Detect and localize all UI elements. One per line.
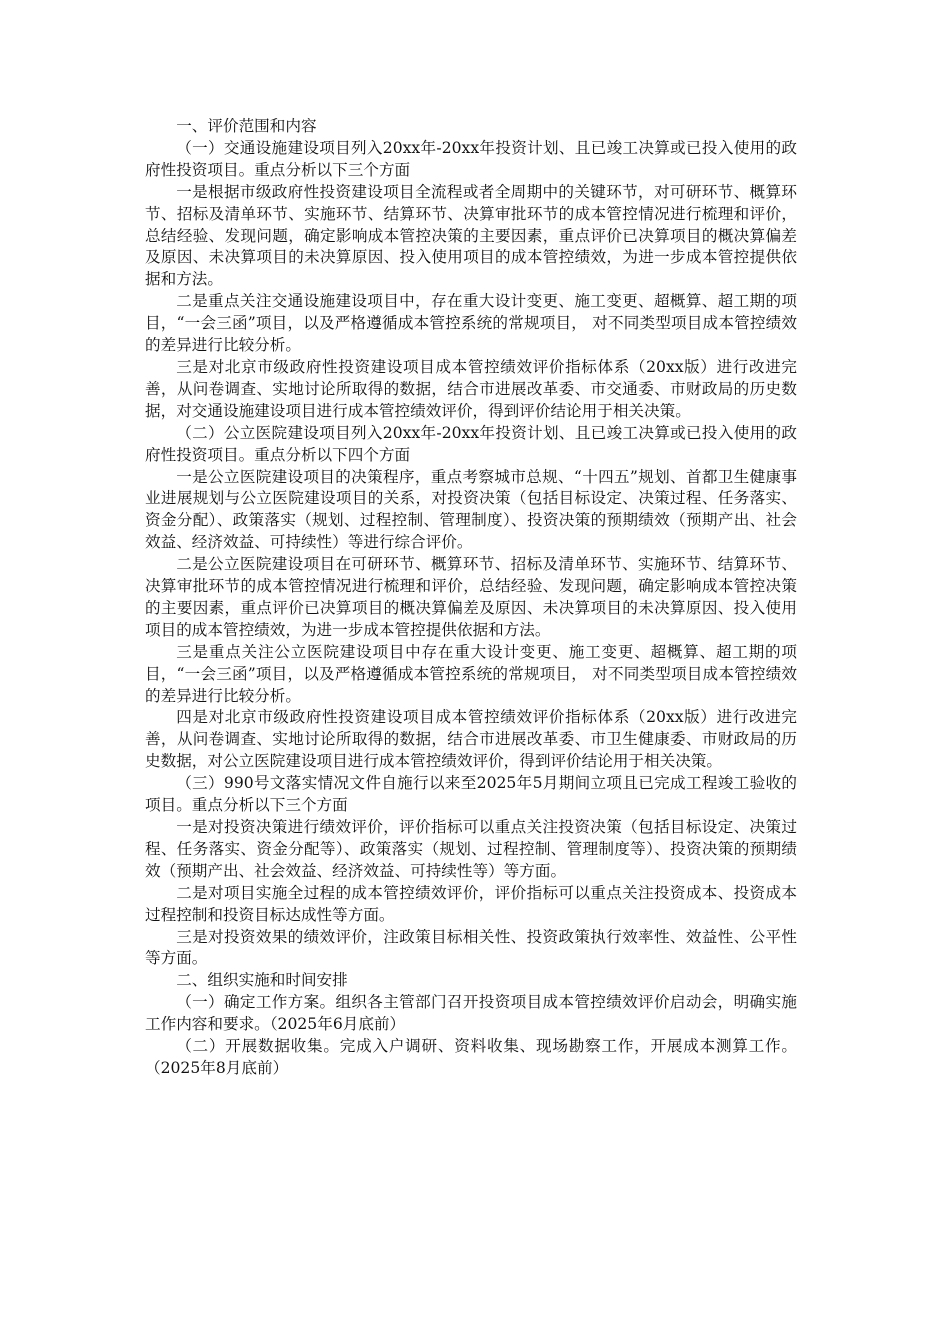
paragraph: （一）确定工作方案。组织各主管部门召开投资项目成本管控绩效评价启动会，明确实施工作内容和要求。（2025年6月底前） [145, 993, 797, 1034]
paragraph: 一是对投资决策进行绩效评价，评价指标可以重点关注投资决策（包括目标设定、决策过程、任务落实、资金分配等）、政策落实（规划、过程控制、管理制度等）、投资决策的预期绩效（预期产出、社会效益、经济效益、可持续性等）等方面。 [145, 818, 797, 880]
section-heading: 一、评价范围和内容 [176, 117, 317, 135]
paragraph: 三是重点关注公立医院建设项目中存在重大设计变更、施工变更、超概算、超工期的项目，“一会三函”项目，以及严格遵循成本管控系统的常规项目， 对不同类型项目成本管控绩效的差异进行比较分析。 [145, 642, 797, 705]
paragraph: 二是公立医院建设项目在可研环节、概算环节、招标及清单环节、实施环节、结算环节、决算审批环节的成本管控情况进行梳理和评价，总结经验、发现问题，确定影响成本管控决策的主要因素，重点评价已决算项目的概决算偏差及原因、未决算项目的未决算原因、投入使用项目的成本管控绩效，为进一步成本管控提供依据和方法。 [145, 555, 797, 639]
paragraph: 一是根据市级政府性投资建设项目全流程或者全周期中的关键环节，对可研环节、概算环节、招标及清单环节、实施环节、结算环节、决算审批环节的成本管控情况进行梳理和评价，总结经验、发现问题，确定影响成本管控决策的主要因素，重点评价已决算项目的概决算偏差及原因、未决算项目的未决算原因、投入使用项目的成本管控绩效，为进一步成本管控提供依据和方法。 [145, 182, 797, 289]
paragraph: 一是公立医院建设项目的决策程序，重点考察城市总规、“十四五”规划、首都卫生健康事业进展规划与公立医院建设项目的关系，对投资决策（包括目标设定、决策过程、任务落实、资金分配）、政策落实（规划、过程控制、管理制度）、投资决策的预期绩效（预期产出、社会效益、经济效益、可持续性）等进行综合评价。 [145, 467, 797, 552]
paragraph: 三是对北京市级政府性投资建设项目成本管控绩效评价指标体系（20xx版）进行改进完善，从问卷调查、实地讨论所取得的数据，结合市进展改革委、市交通委、市财政局的历史数据，对交通设施建设项目进行成本管控绩效评价，得到评价结论用于相关决策。 [145, 357, 797, 420]
paragraph: 二是对项目实施全过程的成本管控绩效评价，评价指标可以重点关注投资成本、投资成本过程控制和投资目标达成性等方面。 [145, 883, 797, 924]
paragraph: 三是对投资效果的绩效评价，注政策目标相关性、投资政策执行效率性、效益性、公平性等方面。 [145, 927, 797, 968]
paragraph: 二是重点关注交通设施建设项目中，存在重大设计变更、施工变更、超概算、超工期的项目，“一会三函”项目，以及严格遵循成本管控系统的常规项目， 对不同类型项目成本管控绩效的差异进行比较分析。 [145, 292, 797, 355]
subsection-heading: （三）990号文落实情况文件自施行以来至2025年5月期间立项且已完成工程竣工验收的项目。重点分析以下三个方面 [145, 774, 797, 815]
paragraph: 四是对北京市级政府性投资建设项目成本管控绩效评价指标体系（20xx版）进行改进完善，从问卷调查、实地讨论所取得的数据，结合市进展改革委、市卫生健康委、市财政局的历史数据，对公立医院建设项目进行成本管控绩效评价，得到评价结论用于相关决策。 [145, 708, 797, 771]
section-heading: 二、组织实施和时间安排 [176, 971, 348, 990]
paragraph: （二）开展数据收集。完成入户调研、资料收集、现场勘察工作，开展成本测算工作。（2025年8月底前） [145, 1037, 797, 1077]
document-body [145, 116, 797, 1080]
subsection-heading: （一）交通设施建设项目列入20xx年-20xx年投资计划、且已竣工决算或已投入使用的政府性投资项目。重点分析以下三个方面 [145, 138, 797, 179]
subsection-heading: （二）公立医院建设项目列入20xx年-20xx年投资计划、且已竣工决算或已投入使用的政府性投资项目。重点分析以下四个方面 [145, 423, 797, 464]
